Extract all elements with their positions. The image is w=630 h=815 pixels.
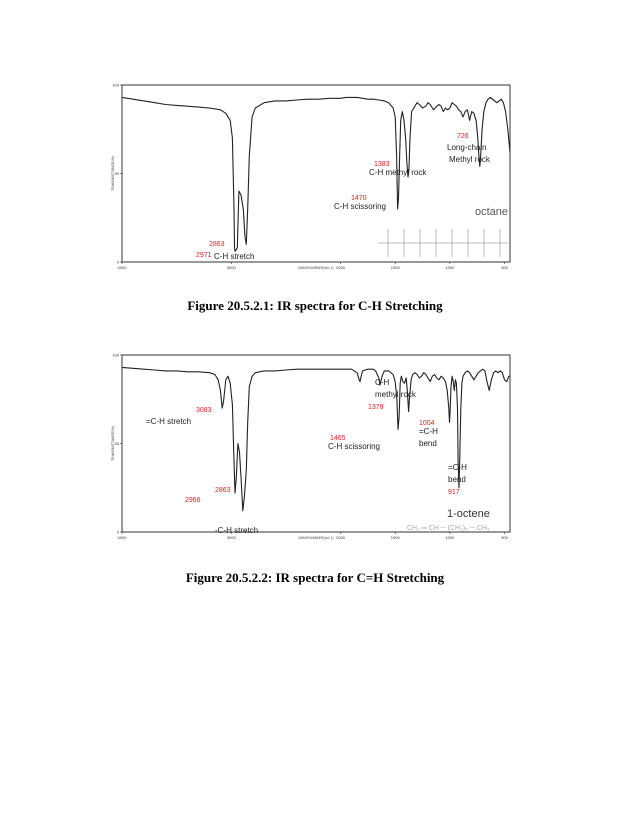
x-tick-label: 4000 — [117, 535, 127, 540]
peak-annotation: -C-H stretch — [215, 526, 259, 535]
peak-annotation: octane — [475, 206, 509, 218]
chart-svg-octane — [110, 80, 520, 280]
peak-annotation: bend — [448, 475, 466, 484]
peak-annotation: 1465 — [330, 435, 346, 442]
peak-annotation: C-H methyl rock — [369, 168, 427, 177]
y-tick-label: 100 — [112, 82, 119, 88]
peak-annotation: =C-H stretch — [146, 417, 192, 426]
peak-annotation: methyl rock — [375, 390, 416, 399]
ir-spectrum-1-octene-chart — [110, 350, 520, 550]
peak-annotation: Methyl rock — [449, 155, 490, 164]
peak-annotation: C-H stretch — [214, 252, 255, 261]
peak-annotation: 917 — [448, 489, 460, 496]
chart-svg-1-octene — [110, 350, 520, 550]
x-tick-label: 1500 — [390, 535, 400, 540]
y-tick-label: 0 — [116, 259, 119, 265]
peak-annotation: 2971 — [196, 252, 212, 259]
x-tick-label: 1000 — [445, 265, 455, 270]
x-tick-label: 500 — [501, 265, 508, 270]
y-tick-label: 100 — [112, 352, 119, 358]
x-tick-label: 500 — [501, 535, 508, 540]
x-axis-label: WAVENUMBER(cm-1) — [298, 536, 334, 540]
x-tick-label: 3000 — [226, 535, 236, 540]
y-axis-label: TRANSMITTANCE(%) — [111, 156, 115, 191]
peak-annotation: =C-H — [419, 427, 438, 436]
peak-annotation: 1470 — [351, 195, 367, 202]
x-tick-label: 4000 — [117, 265, 127, 270]
peak-annotation: CH₂ ═ CH ─ (CH₂)₅ ─ CH₃ — [407, 525, 490, 532]
x-tick-label: 2000 — [336, 265, 346, 270]
figure-caption-2: Figure 20.5.2.2: IR spectra for C=H Stretching — [185, 570, 445, 585]
peak-annotation: C-H scissoring — [334, 202, 387, 211]
peak-annotation: C-H scissoring — [328, 442, 381, 451]
x-tick-label: 2000 — [336, 535, 346, 540]
y-axis-label: TRANSMITTANCE(%) — [111, 426, 115, 461]
x-tick-label: 3000 — [226, 265, 236, 270]
y-tick-label: 50 — [114, 441, 119, 446]
y-tick-label: 0 — [116, 529, 119, 535]
peak-annotation: bend — [419, 439, 437, 448]
peak-annotation: 2863 — [209, 241, 225, 248]
peak-annotation: 2966 — [185, 497, 201, 504]
peak-annotation: 1378 — [368, 404, 384, 411]
x-tick-label: 1500 — [390, 265, 400, 270]
peak-annotation: 1383 — [374, 161, 390, 168]
peak-annotation: 3083 — [196, 407, 212, 414]
peak-annotation: 1-octene — [447, 508, 490, 520]
peak-annotation: =C-H — [448, 463, 467, 472]
y-tick-label: 50 — [114, 171, 119, 176]
x-axis-label: WAVENUMBER(cm-1) — [298, 266, 334, 270]
peak-annotation: 1004 — [419, 420, 435, 427]
peak-annotation: Long-chain — [447, 143, 487, 152]
x-tick-label: 1000 — [445, 535, 455, 540]
ir-spectrum-octane-chart — [110, 80, 520, 280]
peak-annotation: 726 — [457, 133, 469, 140]
peak-annotation: 2863 — [215, 487, 231, 494]
peak-annotation: C-H — [375, 378, 390, 387]
figure-caption-1: Figure 20.5.2.1: IR spectra for C-H Stretching — [187, 298, 443, 313]
